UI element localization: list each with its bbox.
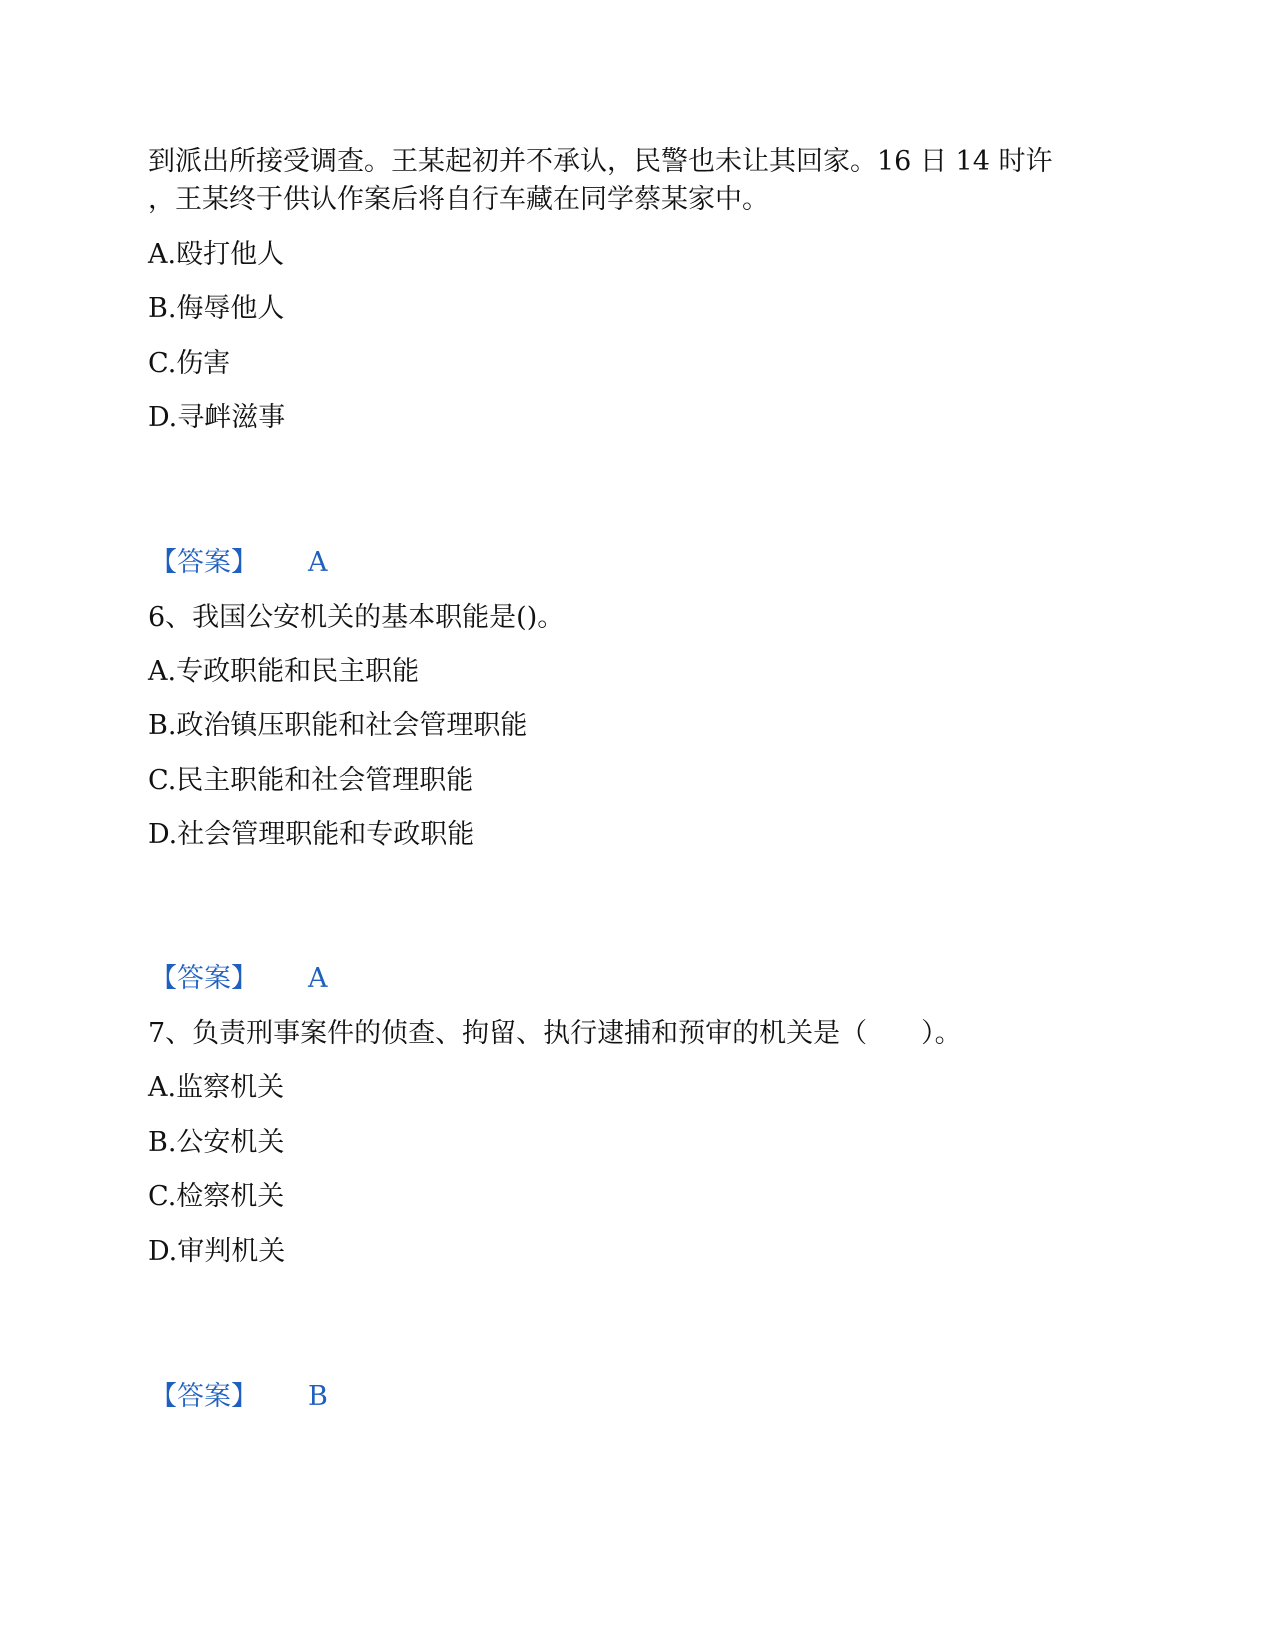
question-text-line: 到派出所接受调查。王某起初并不承认，民警也未让其回家。16 日 14 时许 (148, 146, 1053, 177)
option-a: A.监察机关 (148, 1072, 285, 1103)
question-6-text: 6、我国公安机关的基本职能是()。 (148, 602, 565, 633)
answer-label: 【答案】 (150, 547, 258, 578)
question-7-text: 7、负责刑事案件的侦查、拘留、执行逮捕和预审的机关是（ ）。 (148, 1018, 962, 1049)
option-b: B.侮辱他人 (148, 293, 285, 324)
option-a: A.殴打他人 (148, 239, 285, 270)
answer-value: A (308, 547, 328, 578)
option-c: C.伤害 (148, 348, 231, 379)
option-d: D.审判机关 (148, 1236, 286, 1267)
option-b: B.公安机关 (148, 1127, 285, 1158)
option-c: C.民主职能和社会管理职能 (148, 765, 474, 796)
answer-block (150, 962, 328, 996)
answer-value: B (308, 1381, 328, 1412)
option-c: C.检察机关 (148, 1181, 285, 1212)
answer-label: 【答案】 (150, 963, 258, 994)
answer-block (150, 546, 328, 580)
answer-label: 【答案】 (150, 1381, 258, 1412)
option-a: A.专政职能和民主职能 (148, 656, 420, 687)
answer-value: A (308, 963, 328, 994)
option-d: D.社会管理职能和专政职能 (148, 819, 475, 850)
question-text-line: ，王某终于供认作案后将自行车藏在同学蔡某家中。 (148, 184, 769, 215)
answer-block (150, 1380, 328, 1414)
option-d: D.寻衅滋事 (148, 402, 286, 433)
option-b: B.政治镇压职能和社会管理职能 (148, 710, 528, 741)
